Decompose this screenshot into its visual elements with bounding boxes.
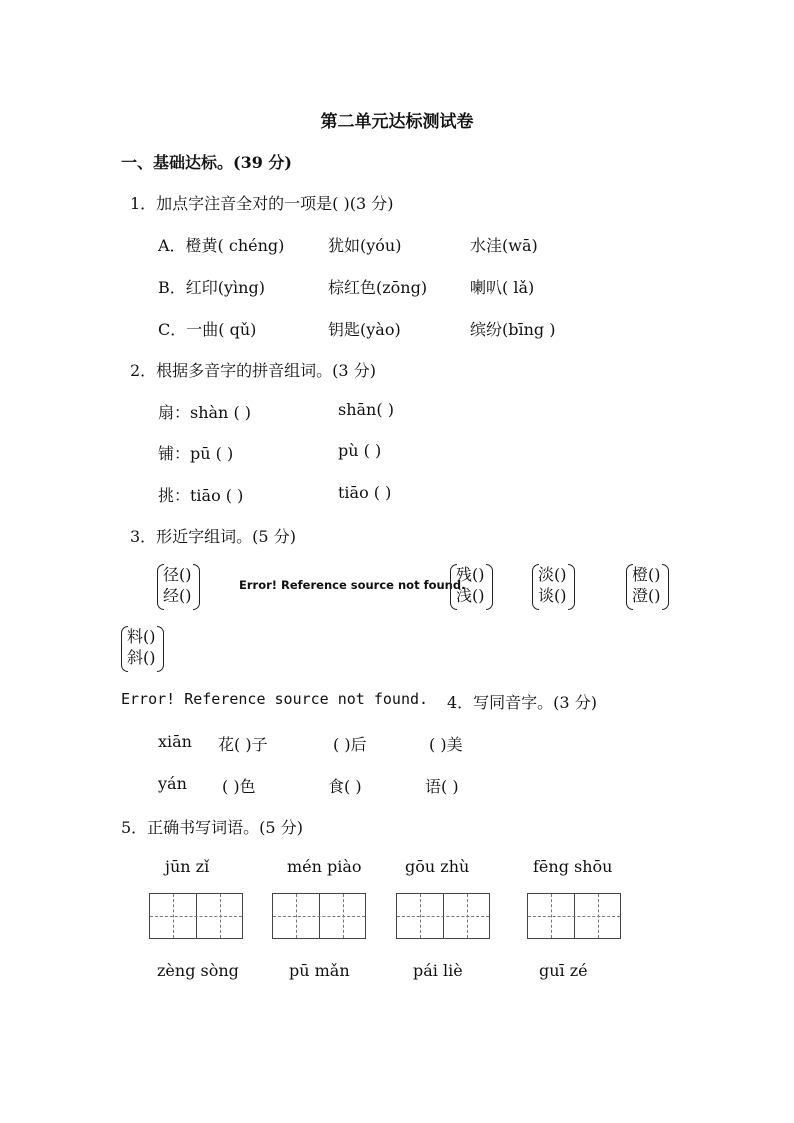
q5-pinyin-7: pái liè	[413, 961, 463, 980]
q5-pinyin-4: fēng shōu	[533, 857, 613, 876]
writing-grid-3[interactable]	[396, 893, 490, 939]
question-2-stem: 2．根据多音字的拼音组词。(3 分)	[130, 361, 376, 380]
question-3-stem: 3．形近字组词。(5 分)	[130, 527, 296, 546]
q2-row-1-b: shān( )	[338, 400, 394, 419]
char-pair-1	[157, 564, 203, 610]
q2-row-2-a: 铺：pū ( )	[158, 444, 234, 463]
char-pair-bottom: 经()	[163, 586, 192, 605]
q4-row-2-blank-b: 食( )	[328, 777, 362, 796]
reference-error-line: Error! Reference source not found.	[121, 690, 429, 708]
q1-option-b-1: B．红印(yìng)	[158, 278, 265, 297]
char-pair-4	[626, 564, 672, 610]
q1-option-b-3: 喇叭( lǎ)	[470, 278, 535, 297]
q1-option-c-3: 缤纷(bīng )	[470, 320, 556, 339]
q4-row-1-blank-c: ( )美	[429, 735, 463, 754]
q5-pinyin-3: gōu zhù	[405, 857, 470, 876]
q2-row-3-a: 挑：tiāo ( )	[158, 486, 244, 505]
char-pair-bottom: 浅()	[456, 586, 485, 605]
q1-option-a-3: 水洼(wā)	[470, 236, 538, 255]
char-pair-5	[121, 626, 167, 672]
writing-grid-2[interactable]	[272, 893, 366, 939]
char-pair-top: 残()	[456, 565, 485, 584]
char-pair-top: 径()	[163, 565, 192, 584]
char-pair-top: 淡()	[538, 565, 567, 584]
q4-row-1-blank-b: ( )后	[333, 735, 367, 754]
q1-option-c-1: C．一曲( qǔ)	[158, 320, 257, 339]
q4-row-1-blank-a: 花( )子	[218, 735, 268, 754]
q2-row-3-b: tiāo ( )	[338, 483, 392, 502]
q2-row-1-a: 扇：shàn ( )	[158, 403, 252, 422]
writing-grid-1[interactable]	[149, 893, 243, 939]
question-4-stem: 4．写同音字。(3 分)	[447, 693, 597, 712]
section-heading-basic: 一、基础达标。(39 分)	[121, 153, 292, 172]
q5-pinyin-6: pū mǎn	[289, 961, 350, 980]
char-pair-2	[450, 564, 496, 610]
writing-grid-4[interactable]	[527, 893, 621, 939]
question-5-stem: 5．正确书写词语。(5 分)	[121, 818, 303, 837]
q1-option-b-2: 棕红色(zōng)	[328, 278, 428, 297]
q5-pinyin-1: jūn zǐ	[165, 857, 210, 876]
reference-error-inline: Error! Reference source not found.	[239, 578, 466, 592]
q5-pinyin-2: mén piào	[287, 857, 362, 876]
q4-row-1-pinyin: xiān	[158, 732, 192, 751]
q1-option-a-2: 犹如(yóu)	[328, 236, 402, 255]
char-pair-bottom: 澄()	[632, 586, 661, 605]
question-1-stem: 1．加点字注音全对的一项是( )(3 分)	[130, 194, 394, 213]
q4-row-2-blank-c: 语( )	[425, 777, 459, 796]
char-pair-bottom: 谈()	[538, 586, 567, 605]
q4-row-2-pinyin: yán	[158, 774, 187, 793]
char-pair-top: 料()	[127, 627, 156, 646]
q2-row-2-b: pù ( )	[338, 441, 382, 460]
q5-pinyin-8: guī zé	[539, 961, 588, 980]
q1-option-c-2: 钥匙(yào)	[328, 320, 401, 339]
page-title: 第二单元达标测试卷	[320, 112, 474, 132]
q1-option-a-1: A．橙黄( chéng)	[158, 236, 285, 255]
char-pair-bottom: 斜()	[127, 648, 156, 667]
q5-pinyin-5: zèng sòng	[157, 961, 239, 980]
char-pair-top: 橙()	[632, 565, 661, 584]
char-pair-3	[532, 564, 578, 610]
q4-row-2-blank-a: ( )色	[222, 777, 256, 796]
